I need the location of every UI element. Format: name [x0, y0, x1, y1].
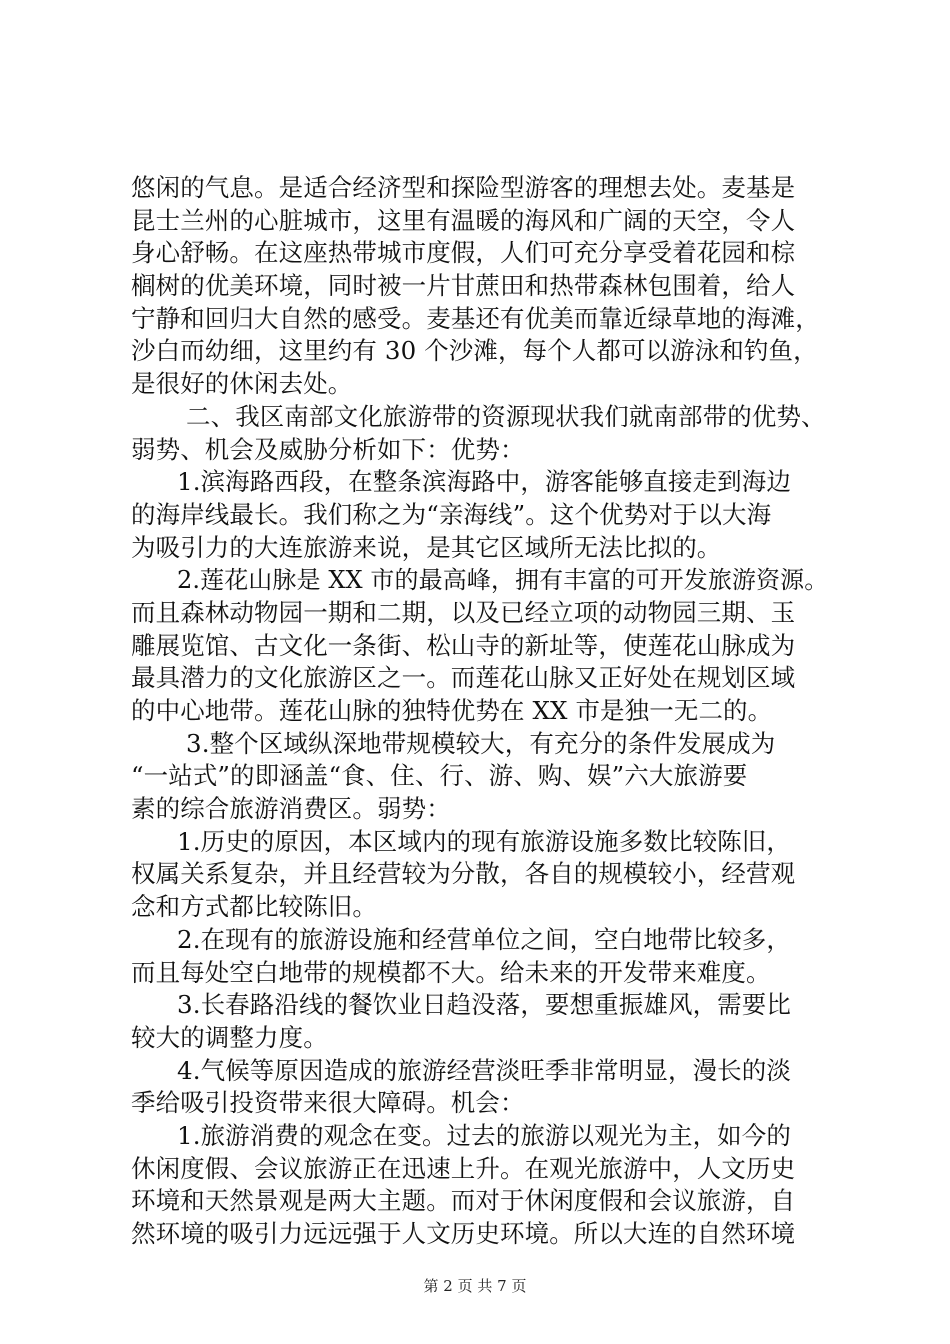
- text-line: 宁静和回归大自然的感受。麦基还有优美而靠近绿草地的海滩，: [131, 303, 820, 333]
- text-line: 4.气候等原因造成的旅游经营淡旺季非常明显，漫长的淡: [177, 1055, 791, 1085]
- text-line: 然环境的吸引力远远强于人文历史环境。所以大连的自然环境: [131, 1219, 796, 1248]
- text-line: 昆士兰州的心脏城市，这里有温暖的海风和广阔的天空，令人: [131, 205, 796, 235]
- text-line: 素的综合旅游消费区。弱势：: [131, 794, 451, 824]
- text-line: 沙白而幼细，这里约有 30 个沙滩，每个人都可以游泳和钓鱼，: [131, 336, 818, 366]
- text-line: 2.莲花山脉是 XX 市的最高峰，拥有丰富的可开发旅游资源。: [177, 566, 829, 595]
- text-line: “一站式”的即涵盖“食、住、行、游、购、娱”六大旅游要: [131, 761, 748, 791]
- text-line: 1.旅游消费的观念在变。过去的旅游以观光为主，如今的: [177, 1120, 791, 1150]
- text-line: 的海岸线最长。我们称之为“亲海线”。这个优势对于以大海: [131, 499, 772, 529]
- text-line: 1.滨海路西段，在整条滨海路中，游客能够直接走到海边: [177, 467, 791, 497]
- text-line: 2.在现有的旅游设施和经营单位之间，空白地带比较多，: [177, 924, 791, 954]
- text-line: 是很好的休闲去处。: [131, 369, 353, 399]
- text-line: 念和方式都比较陈旧。: [131, 892, 377, 922]
- text-line: 3.整个区域纵深地带规模较大，有充分的条件发展成为: [186, 728, 776, 758]
- text-line: 较大的调整力度。: [131, 1022, 328, 1052]
- text-line: 而且每处空白地带的规模都不大。给未来的开发带来难度。: [131, 957, 771, 987]
- text-line: 休闲度假、会议旅游正在迅速上升。在观光旅游中，人文历史: [131, 1153, 796, 1183]
- text-line: 最具潜力的文化旅游区之一。而莲花山脉又正好处在规划区域: [131, 663, 796, 693]
- page-footer: 第 2 页 共 7 页: [423, 1277, 527, 1295]
- text-line: 权属关系复杂，并且经营较为分散，各自的规模较小，经营观: [131, 859, 796, 889]
- text-line: 雕展览馆、古文化一条街、松山寺的新址等，使莲花山脉成为: [131, 630, 796, 660]
- text-line: 榈树的优美环境，同时被一片甘蔗田和热带森林包围着，给人: [131, 271, 796, 301]
- text-line: 二、我区南部文化旅游带的资源现状我们就南部带的优势、: [186, 401, 826, 431]
- text-line: 悠闲的气息。是适合经济型和探险型游客的理想去处。麦基是: [131, 173, 796, 202]
- text-line: 的中心地带。莲花山脉的独特优势在 XX 市是独一无二的。: [131, 696, 773, 725]
- text-line: 季给吸引投资带来很大障碍。机会：: [131, 1088, 525, 1118]
- text-line: 1.历史的原因，本区域内的现有旅游设施多数比较陈旧，: [177, 826, 791, 856]
- text-line: 环境和天然景观是两大主题。而对于休闲度假和会议旅游，自: [131, 1186, 796, 1216]
- text-line: 3.长春路沿线的餐饮业日趋没落，要想重振雄风，需要比: [177, 990, 791, 1020]
- text-line: 为吸引力的大连旅游来说，是其它区域所无法比拟的。: [131, 532, 722, 562]
- text-line: 身心舒畅。在这座热带城市度假，人们可充分享受着花园和棕: [131, 238, 796, 268]
- text-line: 而且森林动物园一期和二期，以及已经立项的动物园三期、玉: [131, 597, 796, 627]
- document-body: [131, 172, 831, 1251]
- text-line: 弱势、机会及威胁分析如下：优势：: [131, 434, 525, 464]
